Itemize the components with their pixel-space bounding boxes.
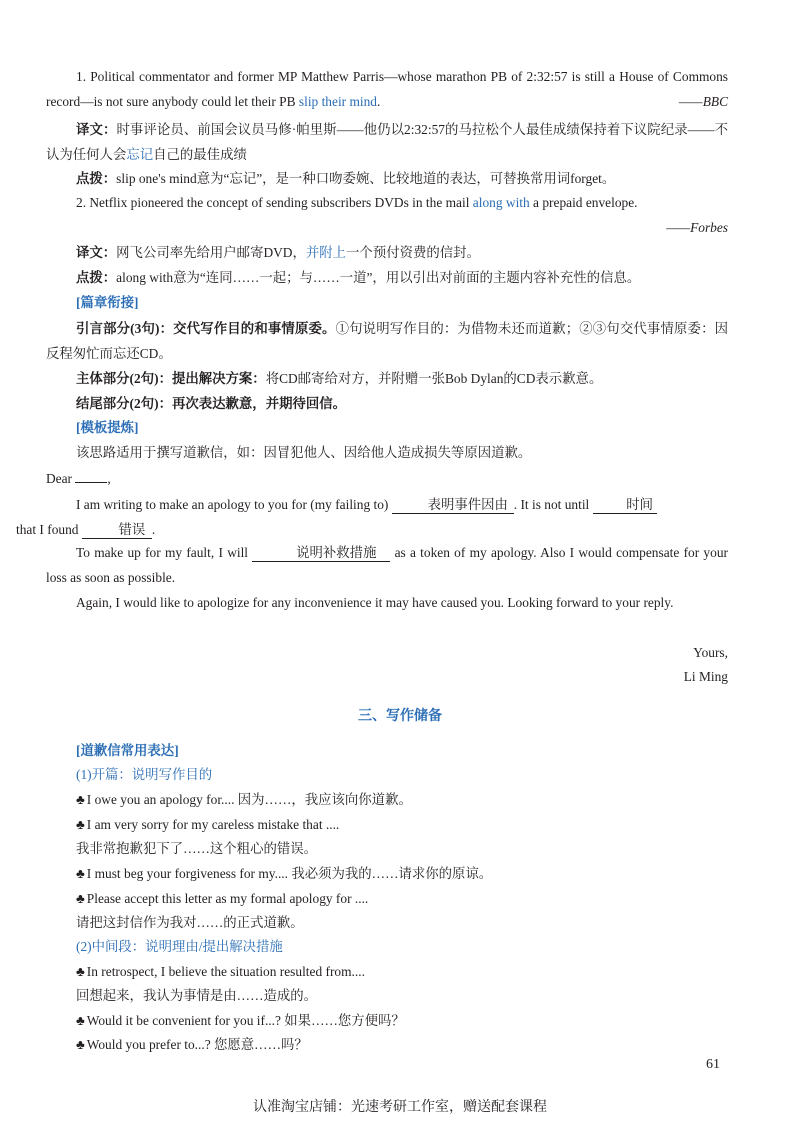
blank-time: 时间 bbox=[593, 496, 657, 514]
structure-tag: [篇章衔接] bbox=[76, 295, 139, 310]
club-icon: ♣ bbox=[76, 1037, 85, 1052]
club-icon: ♣ bbox=[76, 891, 85, 906]
footer-watermark: 认准淘宝店铺：光速考研工作室，赠送配套课程 bbox=[253, 1099, 547, 1115]
template-paragraph-3: Again, I would like to apologize for any inconvenience it may have caused you. Looking forward to your reply. bbox=[76, 595, 674, 610]
club-icon: ♣ bbox=[76, 817, 85, 832]
expression-item: ♣ Would you prefer to...? 您愿意……吗？ bbox=[76, 1037, 308, 1052]
example-1-highlight: slip their mind bbox=[298, 94, 377, 109]
example-1-english: 1. Political commentator and former MP Matthew Parris—whose marathon PB of 2:32:57 is still a House of Commons record—is not sure anybody could let their PB slip their mind. ——BBC bbox=[46, 64, 728, 114]
template-paragraph-1: I am writing to make an apology to you for (my failing to) 表明事件因由 . It is not until 时间 that I found 错误 . bbox=[46, 492, 728, 542]
template-description: 该思路适用于撰写道歉信，如：因冒犯他人、因给他人造成损失等原因道歉。 bbox=[76, 445, 532, 460]
template-tag: [模板提炼] bbox=[76, 420, 139, 435]
expression-translation: 请把这封信作为我对……的正式道歉。 bbox=[76, 915, 304, 930]
example-2-translation: 译文：网飞公司率先给用户邮寄DVD，并附上一个预付资费的信封。 bbox=[76, 245, 480, 260]
template-salutation: Dear , bbox=[46, 471, 111, 486]
expressions-tag: [道歉信常用表达] bbox=[76, 743, 179, 758]
structure-body: 主体部分(2句)：提出解决方案：将CD邮寄给对方，并附赠一张Bob Dylan的CD表示歉意。 bbox=[76, 371, 603, 386]
club-icon: ♣ bbox=[76, 866, 85, 881]
page-number: 61 bbox=[706, 1057, 720, 1072]
example-2-english: 2. Netflix pioneered the concept of sending subscribers DVDs in the mail along with a prepaid envelope. ——Forbes bbox=[46, 190, 728, 240]
letter-closing: Yours, bbox=[693, 645, 728, 660]
expression-item: ♣ Would it be convenient for you if...? 如果……您方便吗？ bbox=[76, 1013, 405, 1028]
expression-item: ♣ I am very sorry for my careless mistake that .... bbox=[76, 817, 340, 832]
blank-reason: 表明事件因由 bbox=[392, 496, 514, 514]
structure-ending: 结尾部分(2句)：再次表达歉意，并期待回信。 bbox=[76, 396, 347, 411]
example-1-source: ——BBC bbox=[678, 94, 728, 109]
expression-translation: 我非常抱歉犯下了……这个粗心的错误。 bbox=[76, 841, 318, 856]
expression-translation: 回想起来，我认为事情是由……造成的。 bbox=[76, 988, 318, 1003]
expression-item: ♣ I owe you an apology for.... 因为……，我应该向你道歉。 bbox=[76, 792, 412, 807]
expressions-subheading-1: (1)开篇：说明写作目的 bbox=[76, 767, 213, 782]
example-2-highlight: along with bbox=[472, 195, 530, 210]
example-2-tip: 点拨：along with意为“连同……一起；与……一道”，用以引出对前面的主题内容补充性的信息。 bbox=[76, 270, 641, 285]
club-icon: ♣ bbox=[76, 1013, 85, 1028]
club-icon: ♣ bbox=[76, 792, 85, 807]
structure-intro: 引言部分(3句)：交代写作目的和事情原委。①句说明写作目的：为借物未还而道歉；②③句交代事情原委：因反程匆忙而忘还CD。 bbox=[46, 321, 728, 361]
example-1-translation: 译文：时事评论员、前国会议员马修·帕里斯——他仍以2:32:57的马拉松个人最佳成绩保持着下议院纪录——不认为任何人会忘记自己的最佳成绩 bbox=[46, 122, 729, 162]
club-icon: ♣ bbox=[76, 964, 85, 979]
expression-item: ♣ In retrospect, I believe the situation resulted from.... bbox=[76, 964, 365, 979]
expression-item: ♣ I must beg your forgiveness for my.... 我必须为我的……请求你的原谅。 bbox=[76, 866, 493, 881]
example-2-source: ——Forbes bbox=[666, 220, 728, 235]
expression-item: ♣ Please accept this letter as my formal apology for .... bbox=[76, 891, 369, 906]
expressions-subheading-2: (2)中间段：说明理由/提出解决措施 bbox=[76, 939, 283, 954]
section-heading: 三、写作储备 bbox=[358, 709, 442, 724]
name-blank bbox=[75, 482, 107, 483]
blank-mistake: 错误 bbox=[82, 521, 152, 539]
template-paragraph-2: To make up for my fault, I will 说明补救措施 as a token of my apology. Also I would compensate for your loss as soon as possible. bbox=[46, 545, 728, 585]
example-1-tip: 点拨：slip one's mind意为“忘记”，是一种口吻委婉、比较地道的表达，可替换常用词forget。 bbox=[76, 171, 616, 186]
blank-remedy: 说明补救措施 bbox=[252, 544, 390, 562]
letter-signature: Li Ming bbox=[683, 669, 728, 684]
